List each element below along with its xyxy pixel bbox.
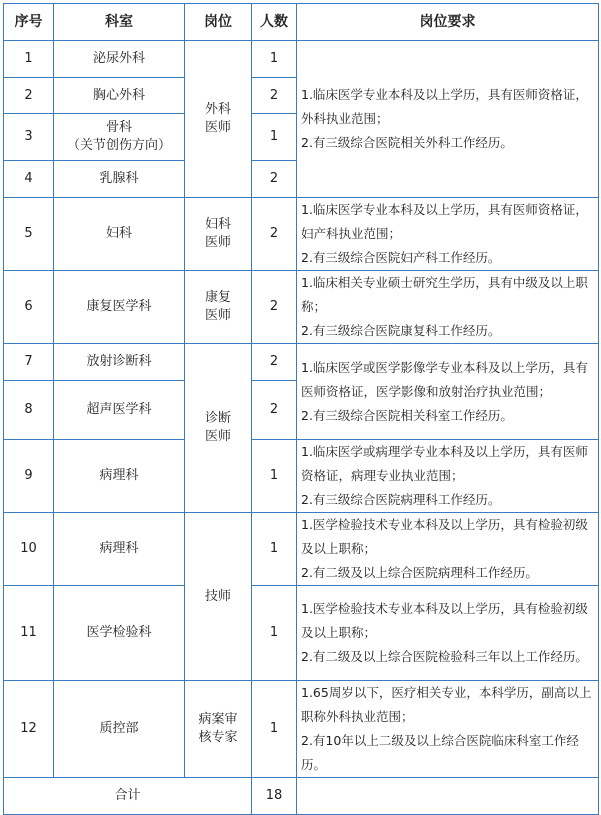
position-line: 妇科 bbox=[204, 217, 231, 232]
requirements-cell bbox=[297, 344, 599, 440]
requirement-line: 1.医学检验技术专业本科及以上学历，具有检验初级及以上职称； bbox=[301, 517, 588, 556]
dept-line: （关节创伤方向） bbox=[66, 138, 171, 153]
row-dept: 泌尿外科 bbox=[54, 41, 185, 78]
table-row bbox=[4, 586, 599, 681]
table-row bbox=[4, 41, 599, 78]
requirements-cell bbox=[297, 271, 599, 344]
table-row bbox=[4, 344, 599, 381]
recruitment-table bbox=[3, 3, 599, 815]
header-dept: 科室 bbox=[54, 4, 185, 41]
total-empty bbox=[297, 778, 599, 815]
requirement-line: 2.有二级及以上综合医院病理科工作经历。 bbox=[301, 565, 538, 580]
requirements-cell bbox=[297, 586, 599, 681]
row-count: 2 bbox=[252, 381, 297, 440]
row-count: 2 bbox=[252, 161, 297, 198]
row-no: 3 bbox=[4, 114, 54, 161]
row-dept: 超声医学科 bbox=[54, 381, 185, 440]
total-row bbox=[4, 778, 599, 815]
row-dept: 康复医学科 bbox=[54, 271, 185, 344]
position-cell bbox=[185, 271, 252, 344]
row-no: 7 bbox=[4, 344, 54, 381]
header-row bbox=[4, 4, 599, 41]
table-row bbox=[4, 513, 599, 586]
requirement-line: 2.有三级综合医院妇产科工作经历。 bbox=[301, 250, 501, 265]
position-line: 医师 bbox=[204, 120, 231, 135]
row-count: 2 bbox=[252, 198, 297, 271]
position-cell bbox=[185, 198, 252, 271]
row-count: 2 bbox=[252, 271, 297, 344]
row-dept: 质控部 bbox=[54, 681, 185, 778]
dept-line: 骨科 bbox=[105, 120, 132, 135]
row-count: 1 bbox=[252, 114, 297, 161]
row-count: 2 bbox=[252, 78, 297, 114]
row-count: 1 bbox=[252, 513, 297, 586]
row-no: 11 bbox=[4, 586, 54, 681]
header-position: 岗位 bbox=[185, 4, 252, 41]
requirement-line: 2.有三级综合医院康复科工作经历。 bbox=[301, 323, 501, 338]
requirement-line: 1.临床医学或病理学专业本科及以上学历，具有医师资格证，病理专业执业范围； bbox=[301, 444, 588, 483]
position-line: 病案审 bbox=[198, 712, 238, 727]
position-cell bbox=[185, 681, 252, 778]
position-line: 医师 bbox=[204, 429, 231, 444]
requirements-cell bbox=[297, 681, 599, 778]
row-dept: 医学检验科 bbox=[54, 586, 185, 681]
header-no: 序号 bbox=[4, 4, 54, 41]
table-row bbox=[4, 198, 599, 271]
requirement-line: 2.有10年以上二级及以上综合医院临床科室工作经历。 bbox=[301, 733, 579, 772]
row-no: 4 bbox=[4, 161, 54, 198]
position-line: 医师 bbox=[204, 308, 231, 323]
row-count: 1 bbox=[252, 681, 297, 778]
row-no: 9 bbox=[4, 440, 54, 513]
header-requirements: 岗位要求 bbox=[297, 4, 599, 41]
row-no: 1 bbox=[4, 41, 54, 78]
row-no: 12 bbox=[4, 681, 54, 778]
position-cell: 技师 bbox=[185, 513, 252, 681]
row-dept: 妇科 bbox=[54, 198, 185, 271]
row-no: 5 bbox=[4, 198, 54, 271]
requirement-line: 1.临床相关专业硕士研究生学历，具有中级及以上职称； bbox=[301, 275, 588, 314]
header-count: 人数 bbox=[252, 4, 297, 41]
position-line: 核专家 bbox=[198, 730, 238, 745]
row-dept: 乳腺科 bbox=[54, 161, 185, 198]
row-no: 8 bbox=[4, 381, 54, 440]
row-count: 2 bbox=[252, 344, 297, 381]
row-dept: 病理科 bbox=[54, 440, 185, 513]
position-line: 外科 bbox=[204, 102, 231, 117]
row-count: 1 bbox=[252, 586, 297, 681]
requirement-line: 2.有三级综合医院相关外科工作经历。 bbox=[301, 135, 513, 150]
requirement-line: 2.有三级综合医院相关科室工作经历。 bbox=[301, 407, 513, 423]
row-no: 10 bbox=[4, 513, 54, 586]
requirement-line: 1.医学检验技术专业本科及以上学历，具有检验初级及以上职称； bbox=[301, 601, 588, 640]
row-dept: 胸心外科 bbox=[54, 78, 185, 114]
requirement-line: 2.有二级及以上综合医院检验科三年以上工作经历。 bbox=[301, 649, 588, 664]
requirement-line: 1.65周岁以下，医疗相关专业，本科学历，副高以上职称外科执业范围； bbox=[301, 685, 592, 724]
requirement-line: 1.临床医学专业本科及以上学历，具有医师资格证，妇产科执业范围； bbox=[301, 202, 588, 241]
total-count: 18 bbox=[252, 778, 297, 815]
row-count: 1 bbox=[252, 41, 297, 78]
requirement-line: 1.临床医学或医学影像学专业本科及以上学历，具有医师资格证，医学影像和放射治疗执业范围； bbox=[301, 359, 588, 399]
requirement-line: 2.有三级综合医院病理科工作经历。 bbox=[301, 492, 501, 507]
row-count: 1 bbox=[252, 440, 297, 513]
row-dept: 病理科 bbox=[54, 513, 185, 586]
position-line: 医师 bbox=[204, 235, 231, 250]
requirements-cell bbox=[297, 440, 599, 513]
row-dept: 放射诊断科 bbox=[54, 344, 185, 381]
row-dept bbox=[54, 114, 185, 161]
position-line: 诊断 bbox=[204, 411, 231, 426]
position-cell bbox=[185, 41, 252, 198]
requirement-line: 1.临床医学专业本科及以上学历，具有医师资格证，外科执业范围； bbox=[301, 87, 588, 126]
requirements-cell bbox=[297, 513, 599, 586]
table-row bbox=[4, 271, 599, 344]
requirements-cell bbox=[297, 198, 599, 271]
total-label: 合计 bbox=[4, 778, 252, 815]
row-no: 2 bbox=[4, 78, 54, 114]
table-row bbox=[4, 440, 599, 513]
position-line: 康复 bbox=[204, 290, 231, 305]
table-row bbox=[4, 681, 599, 778]
row-no: 6 bbox=[4, 271, 54, 344]
requirements-cell bbox=[297, 41, 599, 198]
position-cell bbox=[185, 344, 252, 513]
